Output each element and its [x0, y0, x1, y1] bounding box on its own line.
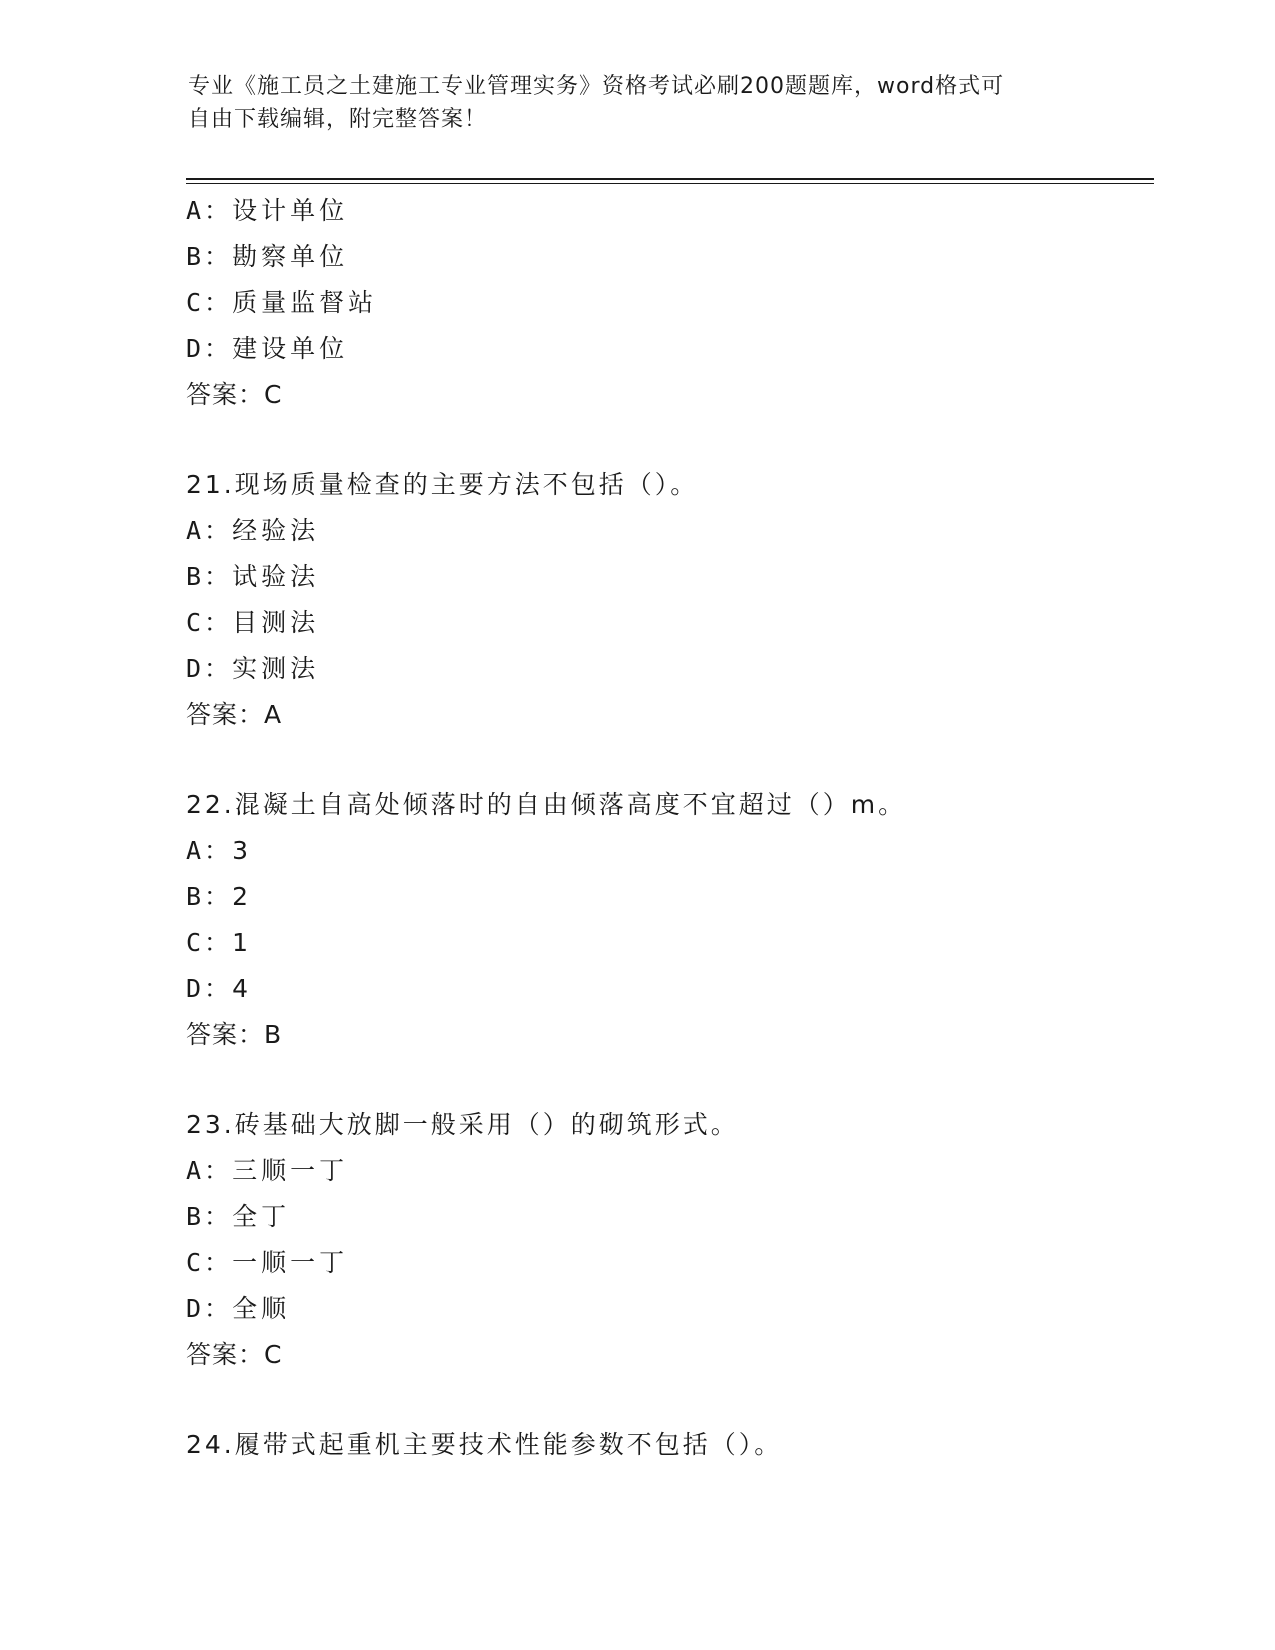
- answer: 答案：A: [186, 700, 283, 729]
- question-stem: 21.现场质量检查的主要方法不包括（）。: [186, 470, 699, 499]
- header-line-1: 专业《施工员之土建施工专业管理实务》资格考试必刷200题题库，word格式可: [188, 74, 1005, 99]
- option-a: A：设计单位: [186, 196, 349, 225]
- answer: 答案：C: [186, 1340, 283, 1369]
- option-a: A：3: [186, 836, 252, 865]
- header-divider-thick: [186, 178, 1154, 180]
- option-c: C：1: [186, 928, 252, 957]
- option-d: D：建设单位: [186, 334, 349, 363]
- question-block-21: [186, 462, 1154, 738]
- option-c: C：目测法: [186, 608, 320, 637]
- answer: 答案：C: [186, 380, 283, 409]
- question-list: [186, 188, 1154, 1468]
- option-d: D：实测法: [186, 654, 320, 683]
- question-block-22: [186, 782, 1154, 1058]
- document-header: [188, 70, 1088, 136]
- option-b: B：全丁: [186, 1202, 291, 1231]
- option-b: B：勘察单位: [186, 242, 349, 271]
- option-d: D：4: [186, 974, 252, 1003]
- question-stem: 23.砖基础大放脚一般采用（）的砌筑形式。: [186, 1110, 739, 1139]
- header-divider-thin: [186, 183, 1154, 184]
- option-b: B：2: [186, 882, 252, 911]
- option-c: C：一顺一丁: [186, 1248, 349, 1277]
- question-stem: 24.履带式起重机主要技术性能参数不包括（）。: [186, 1430, 783, 1459]
- question-block-24: [186, 1422, 1154, 1468]
- answer: 答案：B: [186, 1020, 283, 1049]
- question-block-20: [186, 188, 1154, 418]
- option-a: A：三顺一丁: [186, 1156, 349, 1185]
- question-block-23: [186, 1102, 1154, 1378]
- option-a: A：经验法: [186, 516, 320, 545]
- question-stem: 22.混凝土自高处倾落时的自由倾落高度不宜超过（）m。: [186, 790, 907, 819]
- option-d: D：全顺: [186, 1294, 291, 1323]
- option-c: C：质量监督站: [186, 288, 378, 317]
- option-b: B：试验法: [186, 562, 320, 591]
- header-line-2: 自由下载编辑，附完整答案！: [188, 107, 488, 132]
